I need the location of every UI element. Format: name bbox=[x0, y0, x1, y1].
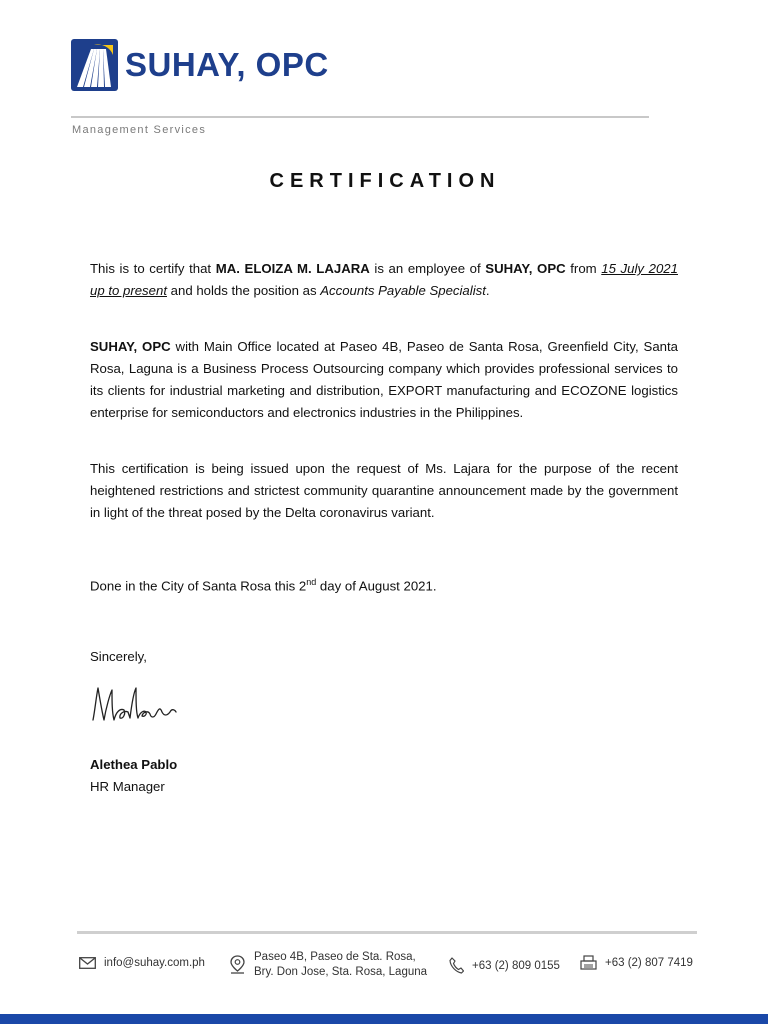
paragraph-employment bbox=[90, 258, 678, 302]
document-title: CERTIFICATION bbox=[269, 170, 501, 192]
fax-icon bbox=[580, 955, 597, 971]
signer-name: Alethea Pablo bbox=[90, 757, 178, 772]
email-text: info@suhay.com.ph bbox=[104, 957, 205, 969]
paragraph-company bbox=[90, 336, 678, 424]
footer-email bbox=[79, 957, 205, 969]
p4-ordinal: nd bbox=[306, 577, 317, 587]
fax-text: +63 (2) 807 7419 bbox=[605, 957, 693, 969]
paragraph-purpose: This certification is being issued upon the request of Ms. Lajara for the purpose of the recent heightened restrictions and strictest community quarantine announcement made by the government in light of the threat posed by the Delta coronavirus variant. bbox=[90, 461, 678, 520]
header-divider bbox=[71, 116, 649, 118]
signature bbox=[90, 682, 180, 726]
p2-text: with Main Office located at Paseo 4B, Paseo de Santa Rosa, Greenfield City, Santa Rosa, Laguna is a Business Process Outsourcing company which provides professional services to its clients for industrial marketing and distribution, EXPORT manufacturing and ECOZONE logistics enterprise for semiconductors and electronics industries in the Philippines. bbox=[90, 339, 678, 420]
p1-text-1: This is to certify that bbox=[90, 261, 216, 276]
p4-text-1: Done in the City of Santa Rosa this 2 bbox=[90, 578, 307, 594]
closing: Sincerely, bbox=[90, 649, 147, 664]
employee-name: MA. ELOIZA M. LAJARA bbox=[215, 261, 370, 276]
p1-text-3: from bbox=[565, 261, 602, 276]
signer-block bbox=[90, 754, 177, 798]
p1-text-4: and holds the position as bbox=[166, 283, 321, 298]
employment-period: 15 July 2021 up to present bbox=[90, 261, 678, 298]
phone-text: +63 (2) 809 0155 bbox=[472, 959, 560, 972]
footer-divider bbox=[77, 931, 697, 934]
company-logo bbox=[71, 39, 329, 91]
employee-position: Accounts Payable Specialist bbox=[320, 283, 486, 298]
footer-brand-bar bbox=[0, 1014, 768, 1024]
signer-title: HR Manager bbox=[90, 779, 165, 794]
footer-address bbox=[229, 950, 427, 980]
footer-fax bbox=[580, 955, 693, 971]
p4-text-2: day of August 2021. bbox=[316, 578, 437, 594]
company-name: SUHAY, OPC bbox=[125, 46, 329, 83]
email-icon bbox=[79, 957, 96, 969]
company-tagline: Management Services bbox=[72, 124, 207, 136]
p2-company: SUHAY, OPC bbox=[90, 339, 171, 354]
p1-company: SUHAY, OPC bbox=[485, 261, 566, 276]
location-pin-icon bbox=[229, 955, 246, 975]
address-line-2: Bry. Don Jose, Sta. Rosa, Laguna bbox=[254, 966, 428, 978]
phone-icon bbox=[449, 957, 464, 974]
p1-text-5: . bbox=[485, 283, 490, 298]
address-line-1: Paseo 4B, Paseo de Sta. Rosa, bbox=[254, 951, 416, 963]
suhay-logo-icon bbox=[71, 39, 118, 91]
footer-phone bbox=[449, 957, 560, 974]
p1-text-2: is an employee of bbox=[369, 261, 486, 276]
paragraph-date bbox=[90, 571, 678, 597]
